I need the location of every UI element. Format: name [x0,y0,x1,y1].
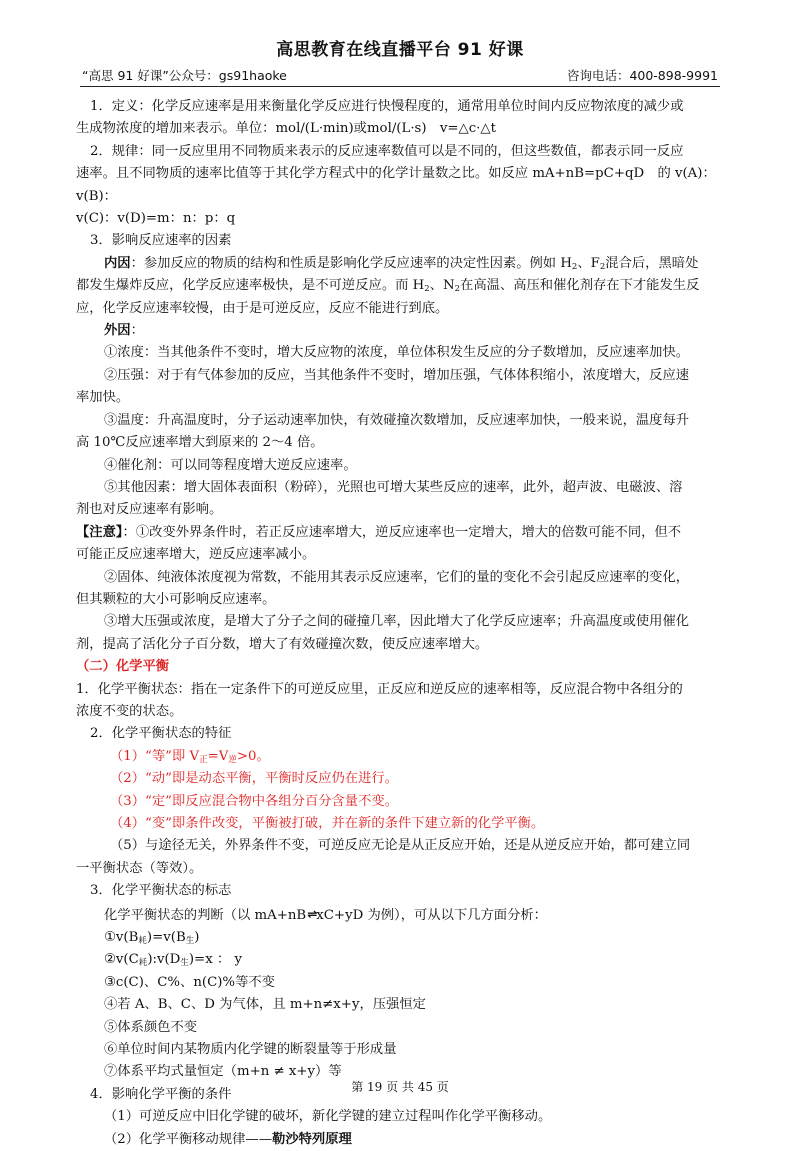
mark-item: ⑤体系颜色不变 [104,1019,198,1035]
header-phone: 咨询电话：400-898-9991 [566,68,718,83]
le-chatelier-principle: 勒沙特列原理 [272,1131,352,1147]
feature-item: （3）“定”即反应混合物中各组分百分含量不变。 [110,793,398,809]
reversible-arrow-icon: ⇌ [307,906,316,921]
inner-factor-line: 都发生爆炸反应，化学反应速率极快，是不可逆反应。而 $H_2$、$N_2$在高温、高压和催化剂存在下才能发生反 [76,278,700,295]
shift-item: （2）化学平衡移动规律——勒沙特列原理 [104,1131,352,1147]
section-heading: （二）化学平衡 [76,659,170,675]
feature-item: 一平衡状态（等效）。 [76,860,203,876]
feature-item: （2）“动”即是动态平衡，平衡时反应仍在进行。 [110,771,398,787]
mark-item: ⑦体系平均式量恒定（m+n ≠ x+y）等 [104,1064,342,1080]
feature-item: （1）“等”即 $V_正=V_逆>0$。 [110,748,270,765]
note-line: 剂，提高了活化分子百分数，增大了有效碰撞次数，使反应速率增大。 [76,636,489,652]
mark-item: ⑥单位时间内某物质内化学键的断裂量等于形成量 [104,1042,397,1058]
shift-title: 4．影响化学平衡的条件 [90,1086,232,1102]
mark-item: ④若 A、B、C、D 为气体，且 m+n≠x+y，压强恒定 [104,997,426,1013]
inner-factor-label: 内因 [104,255,131,271]
outer-factor-heading: 外因： [104,323,144,339]
features-title: 2．化学平衡状态的特征 [90,726,232,742]
marks-title: 3．化学平衡状态的标志 [90,883,232,899]
outer-factor-item: ④催化剂：可以同等程度增大逆反应速率。 [104,457,357,473]
outer-factor-label: 外因 [104,323,131,339]
rule-line: 2．规律：同一反应里用不同物质来表示的反应速率数值可以是不同的，但这些数值，都表示同一反应 [90,143,684,159]
equilibrium-state-line: 浓度不变的状态。 [76,703,183,719]
note-line: ②固体、纯液体浓度视为常数，不能用其表示反应速率，它们的量的变化不会引起反应速率的变化， [104,569,690,585]
outer-factor-item: 剂也对反应速率有影响。 [76,502,223,518]
inner-factor-line: 内因：参加反应的物质的结构和性质是影响化学反应速率的决定性因素。例如 $H_2$、$F_2$混合后，黑暗处 [104,255,699,272]
mark-item: $①v(B_耗)=v(B_生)$ [104,930,200,947]
definition-line: 生成物浓度的增加来表示。单位：mol/(L·min)或mol/(L·s) v=△c·△t [76,121,496,137]
equilibrium-state-line: 1．化学平衡状态：指在一定条件下的可逆反应里，正反应和逆反应的速率相等，反应混合物中各组分的 [76,681,683,697]
outer-factor-item: 率加快。 [76,390,130,406]
feature-item: （4）“变”即条件改变，平衡被打破，并在新的条件下建立新的化学平衡。 [110,816,545,831]
header-subline [80,66,720,87]
note-label: 【注意】 [76,524,123,540]
page-header [80,34,720,92]
note-line: 可能正反应速率增大，逆反应速率减小。 [76,547,316,563]
document-body [76,96,730,1151]
header-title: 高思教育在线直播平台 91 好课 [276,40,524,60]
header-wechat-account: “高思 91 好课”公众号：gs91haoke [82,68,287,83]
marks-intro: 化学平衡状态的判断（以 mA+nB⇌xC+yD 为例），可从以下几方面分析： [76,903,730,927]
rule-line: v(C)：v(D)=m：n：p：q [76,211,236,227]
note-line: 【注意】：①改变外界条件时，若正反应速率增大，逆反应速率也一定增大，增大的倍数可能不同，但不 [76,524,682,540]
mark-item: ③c(C)、C%、n(C)%等不变 [104,974,275,990]
note-line: 但其颗粒的大小可影响反应速率。 [76,591,276,607]
rule-line: 速率。且不同物质的速率比值等于其化学方程式中的化学计量数之比。如反应 mA+nB=pC+qD 的 v(A)：v(B)： [76,166,716,204]
outer-factor-item: ①浓度：当其他条件不变时，增大反应物的浓度，单位体积发生反应的分子数增加，反应速率加快。 [104,345,690,361]
outer-factor-item: 高 10℃反应速率增大到原来的 2～4 倍。 [76,435,324,451]
mark-item: $②v(C_耗):v(D_生)=x$ ： y [104,952,242,969]
feature-item: （5）与途径无关，外界条件不变，可逆反应无论是从正反应开始，还是从逆反应开始，都可建立同 [110,838,691,854]
outer-factor-item: ②压强：对于有气体参加的反应，当其他条件不变时，增加压强，气体体积缩小，浓度增大，反应速 [104,367,690,383]
inner-factor-line: 应，化学反应速率较慢，由于是可逆反应，反应不能进行到底。 [76,300,449,316]
page-number: 第 19 页 共 45 页 [351,1080,449,1094]
outer-factor-item: ③温度：升高温度时，分子运动速率加快，有效碰撞次数增加，反应速率加快，一般来说，温度每升 [104,412,690,428]
outer-factor-item: ⑤其他因素：增大固体表面积（粉碎），光照也可增大某些反应的速率，此外，超声波、电磁波、溶 [104,479,683,495]
definition-line: 1．定义：化学反应速率是用来衡量化学反应进行快慢程度的，通常用单位时间内反应物浓度的减少或 [90,99,684,114]
shift-item: （1）可逆反应中旧化学键的破坏，新化学键的建立过程叫作化学平衡移动。 [104,1109,552,1125]
note-line: ③增大压强或浓度，是增大了分子之间的碰撞几率，因此增大了化学反应速率；升高温度或使用催化 [104,614,690,630]
factors-title: 3．影响反应速率的因素 [90,233,232,249]
